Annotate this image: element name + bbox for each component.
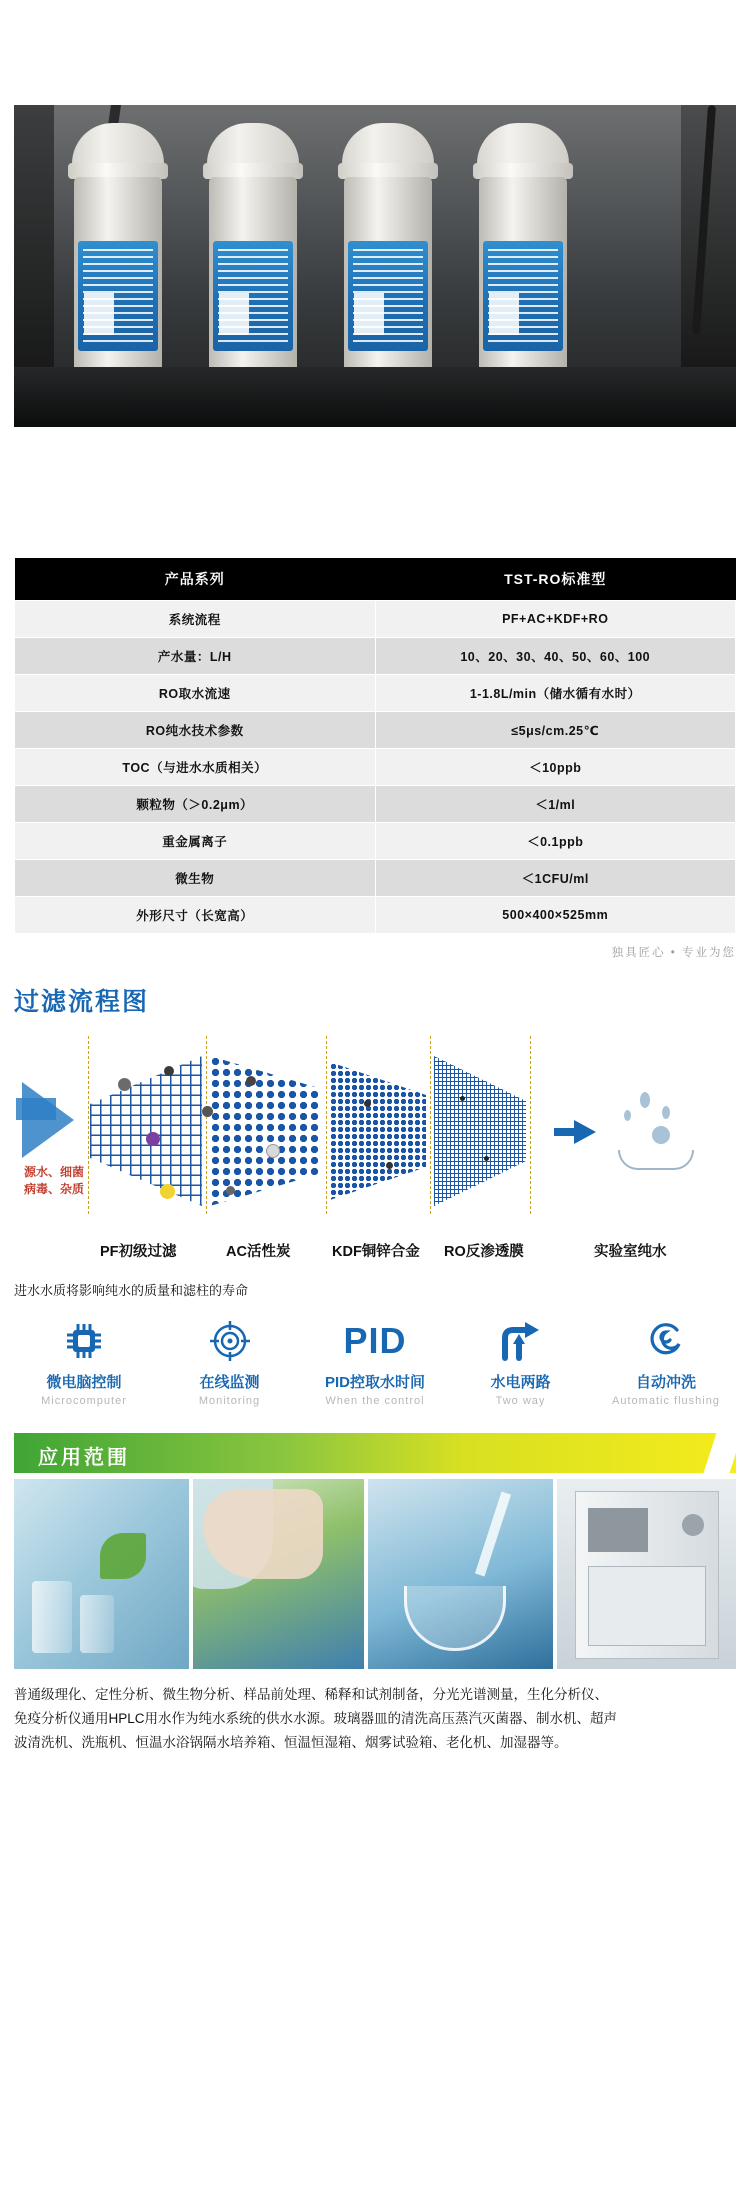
particle-dot [146,1132,160,1146]
table-cell-key: 颗粒物（＞0.2μm） [15,786,376,823]
water-splash-icon [600,1086,710,1176]
feature-subtitle: Two way [495,1395,546,1407]
table-cell-key: 系统流程 [15,601,376,638]
feature-title: 微电脑控制 [46,1374,122,1391]
stage-label-ro: RO反渗透膜 [444,1244,524,1260]
spiral-flush-icon [596,1317,736,1365]
feature-item-microcomputer [14,1317,154,1407]
table-cell-value: ＜0.1ppb [375,823,736,860]
table-cell-key: TOC（与进水水质相关） [15,749,376,786]
filter-mesh-ro [434,1056,526,1206]
target-icon [160,1317,300,1365]
feature-title: 在线监测 [199,1374,260,1391]
two-way-arrow-icon [451,1317,591,1365]
lab-glassware-plant-photo [14,1479,189,1669]
table-header-row [15,558,736,601]
table-row [15,823,736,860]
table-row [15,675,736,712]
cartridge-label [213,241,293,351]
feature-item-two-way [451,1317,591,1407]
application-description-line: 免疫分析仪通用HPLC用水作为纯水系统的供水水源。玻璃器皿的清洗高压蒸汽灭菌器、制水机、超声 [14,1711,618,1726]
table-header-cell: 产品系列 [15,558,376,601]
particle-dot [460,1096,465,1101]
flow-stage-labels [14,1240,736,1266]
scientist-with-mask-photo [193,1479,364,1669]
application-banner-title: 应用范围 [38,1447,130,1469]
application-banner [14,1433,736,1473]
product-photo-section [0,0,750,430]
chromatograph-instrument-photo [557,1479,736,1669]
banner-chevron [704,1433,743,1473]
stage-divider [430,1036,431,1214]
flow-diagram [14,1036,736,1236]
brand-slogan: 独具匠心 • 专业为您 [611,947,736,959]
table-cell-key: 外形尺寸（长宽高） [15,897,376,934]
feature-title: 自动冲洗 [635,1374,696,1391]
table-row [15,712,736,749]
table-cell-value: PF+AC+KDF+RO [375,601,736,638]
application-section [0,1433,750,1773]
filter-mesh-kdf [330,1056,426,1206]
product-photo [14,105,736,427]
table-cell-value: ≤5μs/cm.25℃ [375,712,736,749]
feature-title: PID控取水时间 [324,1374,425,1391]
feature-title: 水电两路 [490,1374,551,1391]
feature-subtitle: Microcomputer [41,1395,127,1407]
feature-subtitle: Automatic flushing [612,1395,720,1407]
particle-dot [118,1078,131,1091]
table-cell-key: 重金属离子 [15,823,376,860]
table-row [15,786,736,823]
table-cell-value: ＜10ppb [375,749,736,786]
feature-item-monitoring [160,1317,300,1407]
application-description-line: 普通级理化、定性分析、微生物分析、样品前处理、稀释和试剂制备，分光光谱测量，生化分析仪、 [14,1687,608,1702]
outflow-arrow [574,1120,596,1144]
particle-dot [246,1076,256,1086]
pipette-beaker-photo [368,1479,553,1669]
cartridge-label [78,241,158,351]
table-cell-value: 500×400×525mm [375,897,736,934]
particle-dot [266,1144,280,1158]
source-water-label: 源水、细菌 病毒、杂质 [24,1165,85,1196]
stage-label-kdf: KDF铜锌合金 [332,1244,420,1260]
pid-glyph: PID [343,1320,407,1361]
stage-divider [206,1036,207,1214]
feature-item-auto-flush [596,1317,736,1407]
outflow-arrow-tail [554,1128,576,1136]
photo-shelf [14,367,736,427]
particle-dot [160,1184,175,1199]
stage-label-pf: PF初级过滤 [100,1244,177,1260]
filter-mesh-pf [90,1056,202,1206]
table-row [15,749,736,786]
particle-dot [164,1066,174,1076]
application-description-line: 波清洗机、洗瓶机、恒温水浴锅隔水培养箱、恒温恒湿箱、烟雾试验箱、老化机、加湿器等。 [14,1735,568,1750]
particle-dot [364,1100,371,1107]
table-row [15,860,736,897]
stage-label-ac: AC活性炭 [226,1244,291,1260]
filter-mesh-ac [210,1056,322,1206]
stage-divider [530,1036,531,1214]
table-cell-value: 1-1.8L/min（储水循有水时） [375,675,736,712]
spec-table [14,558,736,934]
feature-subtitle: Monitoring [198,1395,261,1407]
table-cell-value: ＜1/ml [375,786,736,823]
table-cell-value: ＜1CFU/ml [375,860,736,897]
flow-note: 进水水质将影响纯水的质量和滤柱的寿命 [14,1283,249,1298]
feature-subtitle: When the control [325,1395,425,1407]
stage-label-pure-water: 实验室纯水 [594,1244,667,1260]
feature-list [14,1317,736,1407]
table-row [15,897,736,934]
table-row [15,601,736,638]
cartridge-label [348,241,428,351]
inflow-arrow [22,1082,74,1158]
particle-dot [484,1156,489,1161]
application-description [14,1683,736,1773]
particle-dot [202,1106,213,1117]
particle-dot [226,1186,235,1195]
table-row [15,638,736,675]
table-cell-key: RO取水流速 [15,675,376,712]
pid-icon [305,1317,445,1365]
table-cell-key: 微生物 [15,860,376,897]
spec-table-section [0,430,750,960]
section-title-flow: 过滤流程图 [14,988,150,1016]
feature-item-pid [305,1317,445,1407]
stage-divider [326,1036,327,1214]
particle-dot [386,1162,393,1169]
application-image-row [14,1479,736,1669]
cartridge-label [483,241,563,351]
table-cell-key: 产水量：L/H [15,638,376,675]
table-header-cell: TST-RO标准型 [375,558,736,601]
chip-icon [14,1317,154,1365]
table-cell-value: 10、20、30、40、50、60、100 [375,638,736,675]
table-cell-key: RO纯水技术参数 [15,712,376,749]
flow-chart-section [0,982,750,1299]
